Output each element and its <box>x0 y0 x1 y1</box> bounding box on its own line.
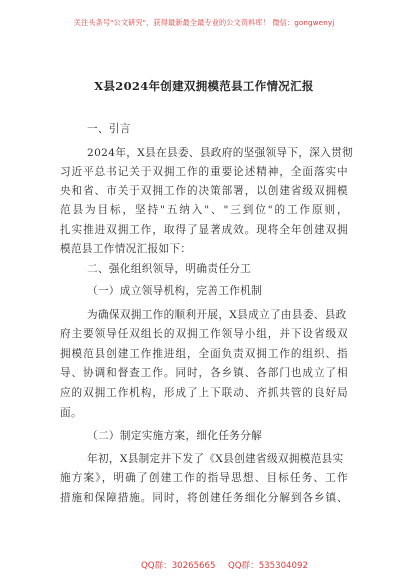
paragraph-line: 扎实推进双拥工作，取得了显著成效。现将全年创建双拥 <box>60 224 348 236</box>
paragraph-line: 2024年，X县在县委、县政府的坚强领导下，深入贯彻 <box>87 147 354 159</box>
subsection-heading-2: （二）制定实施方案，细化任务分解 <box>87 430 263 442</box>
paragraph-line: 模范县工作情况汇报如下： <box>60 243 192 255</box>
footer-qq-group-1: QQ群：30265665 <box>141 561 216 571</box>
section-heading-leadership: 二、强化组织领导，明确责任分工 <box>87 263 252 275</box>
paragraph-line: 面。 <box>60 407 82 419</box>
footer-qq-group-2: QQ群：535304092 <box>228 561 308 571</box>
paragraph-line: 拥模范县创建工作推进组，全面负责双拥工作的组织、指 <box>60 348 348 360</box>
header-banner: 关注头条号"公文研究"，获得最新最全最专业的公文资料库！ 微信：gongwenyj <box>73 18 335 27</box>
document-title: X县2024年创建双拥模范县工作情况汇报 <box>94 79 314 93</box>
paragraph-line: 范县为目标，坚持"五纳入"、"三到位"的工作原则， <box>60 204 348 216</box>
paragraph-line: 导、协调和督查工作。同时，各乡镇、各部门也成立了相 <box>60 367 348 379</box>
paragraph-line: 习近平总书记关于双拥工作的重要论述精神，全面落实中 <box>60 166 348 178</box>
paragraph-line: 为确保双拥工作的顺利开展，X县成立了由县委、县政 <box>87 309 347 321</box>
paragraph-line: 府主要领导任双组长的双拥工作领导小组，并下设省级双 <box>60 328 348 340</box>
paragraph-line: 年初，X县制定并下发了《X县创建省级双拥模范县实 <box>87 453 344 465</box>
subsection-heading-1: （一）成立领导机构，完善工作机制 <box>87 285 263 297</box>
paragraph-line: 措施和保障措施。同时，将创建任务细化分解到各乡镇、 <box>60 492 348 504</box>
paragraph-line: 央和省、市关于双拥工作的决策部署，以创建省级双拥模 <box>60 185 348 197</box>
section-heading-intro: 一、引言 <box>87 123 131 135</box>
paragraph-line: 施方案》，明确了创建工作的指导思想、目标任务、工作 <box>60 472 348 484</box>
paragraph-line: 应的双拥工作机构，形成了上下联动、齐抓共管的良好局 <box>60 387 348 399</box>
